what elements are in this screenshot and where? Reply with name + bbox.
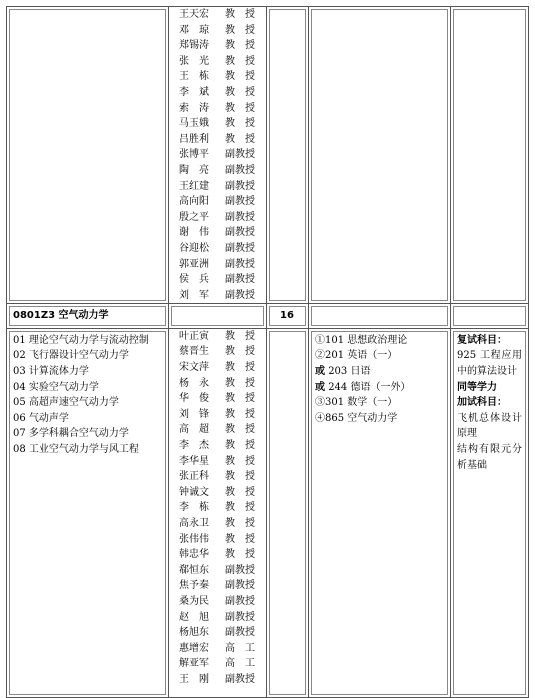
header-faculty-cell bbox=[169, 304, 267, 329]
faculty-title: 副教授 bbox=[225, 227, 255, 239]
exam-cell bbox=[309, 328, 451, 697]
faculty-name: 邓 琼 bbox=[179, 24, 209, 36]
faculty-title: 副教授 bbox=[225, 196, 255, 208]
faculty-title: 教 授 bbox=[225, 408, 255, 420]
faculty-name: 解亚军 bbox=[179, 658, 209, 670]
faculty-row bbox=[179, 438, 255, 454]
direction-list bbox=[9, 331, 166, 695]
faculty-name: 马玉娥 bbox=[179, 118, 209, 130]
faculty-row bbox=[179, 210, 255, 226]
faculty-row bbox=[179, 672, 255, 688]
header-exam-cell bbox=[309, 304, 451, 329]
faculty-list bbox=[169, 329, 266, 688]
direction-item: 03 计算流体力学 bbox=[13, 366, 89, 378]
faculty-name: 高 超 bbox=[179, 424, 209, 436]
faculty-row bbox=[179, 578, 255, 594]
faculty-row bbox=[179, 132, 255, 148]
exam-subject: ③301 数学（一） bbox=[315, 397, 398, 409]
faculty-row bbox=[179, 101, 255, 117]
faculty-name: 吕胜利 bbox=[179, 133, 209, 145]
faculty-row bbox=[179, 225, 255, 241]
faculty-name: 郭亚洲 bbox=[179, 258, 209, 270]
faculty-title: 教 授 bbox=[225, 486, 255, 498]
faculty-name: 张伟伟 bbox=[179, 533, 209, 545]
exam-subjects bbox=[311, 331, 448, 695]
faculty-name: 李 栋 bbox=[179, 502, 209, 514]
faculty-row bbox=[179, 147, 255, 163]
faculty-title: 高 工 bbox=[225, 642, 255, 654]
retest-heading: 复试科目： bbox=[457, 334, 507, 346]
faculty-row bbox=[179, 641, 255, 657]
major-code-name: 0801Z3 空气动力学 bbox=[9, 306, 166, 326]
faculty-title: 教 授 bbox=[225, 502, 255, 514]
major-detail-row bbox=[7, 328, 529, 697]
faculty-name: 王天宏 bbox=[179, 9, 209, 20]
exam-subject: ①101 思想政治理论 bbox=[315, 334, 408, 346]
faculty-name: 张 光 bbox=[179, 55, 209, 67]
faculty-title: 教 授 bbox=[225, 455, 255, 467]
faculty-title: 教 授 bbox=[225, 377, 255, 389]
cell-count-top bbox=[267, 7, 309, 304]
faculty-title: 教 授 bbox=[225, 24, 255, 36]
faculty-title: 教 授 bbox=[225, 71, 255, 83]
faculty-name: 王 刚 bbox=[179, 673, 209, 685]
faculty-title: 教 授 bbox=[225, 55, 255, 67]
faculty-row bbox=[179, 376, 255, 392]
direction-item: 08 工业空气动力学与风工程 bbox=[13, 444, 139, 456]
faculty-title: 副教授 bbox=[225, 180, 255, 192]
faculty-title: 教 授 bbox=[225, 330, 255, 342]
faculty-row bbox=[179, 500, 255, 516]
direction-item: 05 高超声速空气动力学 bbox=[13, 397, 119, 409]
faculty-name: 高向阳 bbox=[179, 196, 209, 208]
faculty-name: 郗恒东 bbox=[179, 564, 209, 576]
faculty-name: 杨 永 bbox=[179, 377, 209, 389]
faculty-title: 教 授 bbox=[225, 118, 255, 130]
faculty-name: 李华星 bbox=[179, 455, 209, 467]
faculty-row bbox=[179, 610, 255, 626]
faculty-title: 副教授 bbox=[225, 274, 255, 286]
faculty-row bbox=[179, 485, 255, 501]
faculty-name: 王 栋 bbox=[179, 71, 209, 83]
directions-cell bbox=[7, 328, 169, 697]
faculty-row bbox=[179, 7, 255, 23]
faculty-title: 教 授 bbox=[225, 424, 255, 436]
exam-subject: ④865 空气动力学 bbox=[315, 412, 398, 424]
faculty-title: 教 授 bbox=[225, 102, 255, 114]
exam-subject: ②201 英语（一） bbox=[315, 350, 398, 362]
faculty-title: 教 授 bbox=[225, 533, 255, 545]
cell-retest-top bbox=[451, 7, 529, 304]
faculty-name: 谷迎松 bbox=[179, 242, 209, 254]
faculty-name: 杨旭东 bbox=[179, 627, 209, 639]
faculty-title: 副教授 bbox=[225, 595, 255, 607]
faculty-name: 宋文萍 bbox=[179, 362, 209, 374]
faculty-name: 韩忠华 bbox=[179, 549, 209, 561]
faculty-name: 华 俊 bbox=[179, 393, 209, 405]
retest-subject: 925 工程应用中的算法设计 bbox=[457, 350, 522, 378]
faculty-title: 教 授 bbox=[225, 471, 255, 483]
faculty-row bbox=[179, 656, 255, 672]
faculty-title: 副教授 bbox=[225, 242, 255, 254]
count-cell bbox=[267, 328, 309, 697]
faculty-title: 副教授 bbox=[225, 289, 255, 301]
header-count-cell bbox=[267, 304, 309, 329]
cell-exam-top bbox=[309, 7, 451, 304]
faculty-name: 陶 亮 bbox=[179, 164, 209, 176]
faculty-title: 教 授 bbox=[225, 40, 255, 52]
faculty-row bbox=[179, 422, 255, 438]
faculty-row bbox=[179, 563, 255, 579]
faculty-name: 侯 兵 bbox=[179, 274, 209, 286]
header-retest-cell bbox=[451, 304, 529, 329]
admissions-table bbox=[6, 6, 529, 698]
exam-subject: 244 德语（一外） bbox=[328, 381, 411, 393]
faculty-row bbox=[179, 391, 255, 407]
faculty-name: 索 涛 bbox=[179, 102, 209, 114]
faculty-row bbox=[179, 547, 255, 563]
major-title-cell bbox=[7, 304, 169, 329]
faculty-row bbox=[179, 194, 255, 210]
faculty-name: 郑锡涛 bbox=[179, 40, 209, 52]
faculty-row bbox=[179, 69, 255, 85]
faculty-title: 教 授 bbox=[225, 9, 255, 20]
faculty-title: 副教授 bbox=[225, 611, 255, 623]
faculty-title: 教 授 bbox=[225, 518, 255, 529]
faculty-title: 副教授 bbox=[225, 258, 255, 270]
faculty-title: 教 授 bbox=[225, 362, 255, 374]
faculty-row bbox=[179, 116, 255, 132]
faculty-name: 蔡晋生 bbox=[179, 346, 209, 358]
faculty-row bbox=[179, 54, 255, 70]
faculty-row bbox=[179, 241, 255, 257]
cell-directions-top bbox=[7, 7, 169, 304]
faculty-name: 张正科 bbox=[179, 471, 209, 483]
faculty-name: 钟诚文 bbox=[179, 486, 209, 498]
direction-item: 01 理论空气动力学与流动控制 bbox=[13, 334, 149, 346]
direction-item: 07 多学科耦合空气动力学 bbox=[13, 428, 129, 440]
extra-subject: 飞机总体设计原理 bbox=[457, 412, 522, 440]
faculty-row bbox=[179, 85, 255, 101]
faculty-row bbox=[179, 360, 255, 376]
retest-cell bbox=[451, 328, 529, 697]
faculty-title: 副教授 bbox=[225, 149, 255, 161]
faculty-row bbox=[179, 329, 255, 345]
exam-subject-alt bbox=[315, 380, 444, 396]
faculty-title: 教 授 bbox=[225, 133, 255, 145]
faculty-name: 王红建 bbox=[179, 180, 209, 192]
faculty-row bbox=[179, 344, 255, 360]
major-header-row bbox=[7, 304, 529, 329]
direction-item: 02 飞行器设计空气动力学 bbox=[13, 350, 129, 362]
enrollment-count: 16 bbox=[269, 306, 306, 326]
retest-subjects bbox=[453, 331, 526, 695]
faculty-row bbox=[179, 272, 255, 288]
faculty-title: 教 授 bbox=[225, 86, 255, 98]
faculty-row bbox=[179, 163, 255, 179]
faculty-row bbox=[179, 179, 255, 195]
faculty-row bbox=[179, 469, 255, 485]
faculty-name: 李 斌 bbox=[179, 86, 209, 98]
faculty-list bbox=[169, 7, 266, 303]
faculty-name: 李 杰 bbox=[179, 440, 209, 452]
faculty-row bbox=[179, 594, 255, 610]
faculty-title: 副教授 bbox=[225, 673, 255, 685]
faculty-title: 副教授 bbox=[225, 164, 255, 176]
faculty-title: 副教授 bbox=[225, 627, 255, 639]
faculty-row bbox=[179, 625, 255, 641]
exam-subject: 203 日语 bbox=[328, 366, 371, 378]
direction-item: 04 实验空气动力学 bbox=[13, 381, 99, 393]
extra-subject: 结构有限元分析基础 bbox=[457, 444, 522, 471]
faculty-title: 教 授 bbox=[225, 393, 255, 405]
or-label: 或 bbox=[315, 381, 325, 393]
or-label: 或 bbox=[315, 366, 325, 378]
faculty-name: 桑为民 bbox=[179, 595, 209, 607]
faculty-row bbox=[179, 532, 255, 548]
faculty-title: 副教授 bbox=[225, 211, 255, 223]
faculty-title: 教 授 bbox=[225, 549, 255, 561]
faculty-title: 副教授 bbox=[225, 564, 255, 576]
faculty-name: 高永卫 bbox=[179, 518, 209, 529]
direction-item: 06 气动声学 bbox=[13, 412, 69, 424]
cell-faculty-top bbox=[169, 7, 267, 304]
faculty-name: 叶正寅 bbox=[179, 330, 209, 342]
faculty-name: 赵 旭 bbox=[179, 611, 209, 623]
faculty-row bbox=[179, 288, 255, 304]
faculty-name: 张博平 bbox=[179, 149, 209, 161]
faculty-title: 教 授 bbox=[225, 440, 255, 452]
faculty-row bbox=[179, 454, 255, 470]
faculty-row bbox=[179, 38, 255, 54]
faculty-name: 焦予秦 bbox=[179, 580, 209, 592]
faculty-row bbox=[179, 257, 255, 273]
faculty-name: 殷之平 bbox=[179, 211, 209, 223]
table-row-top bbox=[7, 7, 529, 304]
faculty-title: 高 工 bbox=[225, 658, 255, 670]
faculty-title: 教 授 bbox=[225, 346, 255, 358]
faculty-name: 惠增宏 bbox=[179, 642, 209, 654]
equivalent-heading: 同等学力 bbox=[457, 381, 497, 393]
faculty-name: 谢 伟 bbox=[179, 227, 209, 239]
extra-exam-heading: 加试科目： bbox=[457, 397, 507, 409]
faculty-row bbox=[179, 407, 255, 423]
faculty-row bbox=[179, 23, 255, 39]
faculty-title: 副教授 bbox=[225, 580, 255, 592]
faculty-cell bbox=[169, 328, 267, 697]
faculty-name: 刘 锋 bbox=[179, 408, 209, 420]
exam-subject-alt bbox=[315, 364, 444, 380]
faculty-name: 刘 军 bbox=[179, 289, 209, 301]
faculty-row bbox=[179, 516, 255, 532]
